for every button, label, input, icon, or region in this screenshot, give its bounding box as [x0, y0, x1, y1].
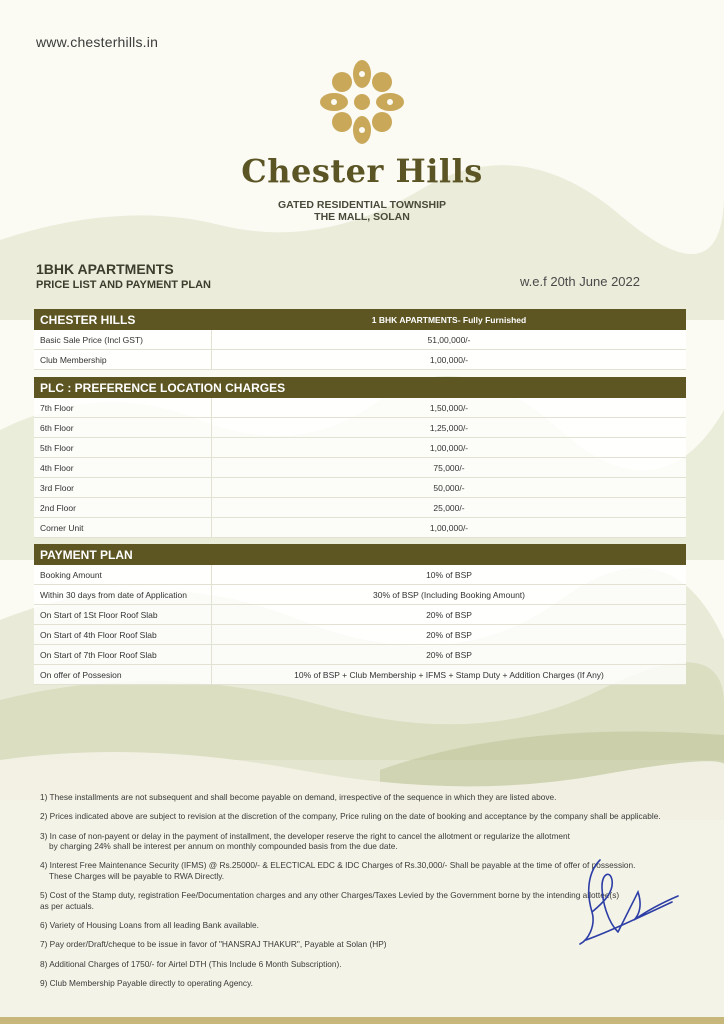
brand-location: THE MALL, SOLAN [314, 211, 410, 223]
note-text-continued: as per actuals. [40, 900, 94, 911]
payment-plan-table [34, 544, 686, 685]
row-value: 10% of BSP + Club Membership + IFMS + Stamp Duty + Addition Charges (If Any) [294, 669, 604, 680]
table-row [34, 330, 686, 350]
row-label: On offer of Possesion [34, 665, 212, 684]
note-item [40, 978, 720, 988]
row-label: 6th Floor [34, 418, 212, 437]
note-item [40, 959, 720, 969]
table-row [34, 418, 686, 438]
note-item [40, 831, 720, 852]
row-label: Within 30 days from date of Application [34, 585, 212, 604]
row-value: 20% of BSP [426, 649, 472, 660]
row-label: 4th Floor [34, 458, 212, 477]
row-label: 2nd Floor [34, 498, 212, 517]
note-text: 1) These installments are not subsequent and shall become payable on demand, irrespective of the sequence in which they are listed above. [40, 792, 557, 802]
table-row [34, 438, 686, 458]
section-header-plc [34, 377, 686, 398]
row-label: On Start of 4th Floor Roof Slab [34, 625, 212, 644]
page-title: 1BHK APARTMENTS [36, 261, 174, 277]
note-text: 8) Additional Charges of 1750/- for Airtel DTH (This Include 6 Month Subscription). [40, 958, 342, 969]
section-header-payment [34, 544, 686, 565]
chester-hills-logo-icon [312, 52, 412, 152]
section-header-chester [34, 309, 686, 330]
signature-icon [568, 852, 688, 952]
column-header: 1 BHK APARTMENTS- Fully Furnished [371, 314, 527, 325]
note-text: 4) Interest Free Maintenance Security (IFMS) @ Rs.25000/- & ELECTICAL EDC & IDC Charges of Rs.30,000/- Shall be payable at the time of offer of possession. [40, 860, 636, 871]
table-row [34, 518, 686, 538]
note-text: 3) In case of non-payent or delay in the payment of installment, the developer reserve the right to cancel the allotment or regularize the allotment [40, 830, 570, 841]
row-label: On Start of 7th Floor Roof Slab [34, 645, 212, 664]
note-item [40, 811, 720, 821]
effective-date: w.e.f 20th June 2022 [520, 274, 640, 289]
note-text: 9) Club Membership Payable directly to operating Agency. [40, 977, 253, 988]
row-value: 50,000/- [433, 482, 465, 493]
row-value: 10% of BSP [426, 569, 472, 580]
row-label: Corner Unit [34, 518, 212, 537]
row-label: Basic Sale Price (Incl GST) [34, 330, 212, 349]
plc-table [34, 377, 686, 538]
price-table [34, 309, 686, 370]
note-text-continued: by charging 24% shall be interest per annum on monthly compounded basis from the due date. [49, 841, 398, 852]
row-value: 1,00,000/- [429, 522, 469, 533]
row-value: 25,000/- [433, 502, 465, 513]
row-value: 1,00,000/- [429, 442, 469, 453]
table-row [34, 665, 686, 685]
website-url: www.chesterhills.in [36, 34, 159, 50]
table-row [34, 478, 686, 498]
row-label: On Start of 1St Floor Roof Slab [34, 605, 212, 624]
row-label: 3rd Floor [34, 478, 212, 497]
table-row [34, 645, 686, 665]
note-text: 6) Variety of Housing Loans from all leading Bank available. [40, 919, 259, 930]
note-text: 5) Cost of the Stamp duty, registration Fee/Documentation charges and any other Charges/Taxes Levied by the Government borne by the intending allottee(s) [40, 890, 620, 901]
row-value: 1,00,000/- [429, 354, 469, 365]
row-label: Club Membership [34, 350, 212, 369]
row-value: 1,25,000/- [429, 422, 469, 433]
table-row [34, 605, 686, 625]
row-value: 20% of BSP [426, 609, 472, 620]
table-row [34, 498, 686, 518]
table-row [34, 350, 686, 370]
row-value: 51,00,000/- [427, 334, 471, 345]
note-item [40, 792, 720, 802]
table-row [34, 565, 686, 585]
row-label: Booking Amount [34, 565, 212, 584]
note-text: 2) Prices indicated above are subject to revision at the discretion of the company, Price ruling on the date of booking and acceptance by the company shall be applicable. [40, 811, 661, 822]
row-value: 75,000/- [433, 462, 465, 473]
brand-name: Chester Hills [241, 152, 483, 190]
section-title: PAYMENT PLAN [40, 547, 133, 562]
table-row [34, 625, 686, 645]
row-value: 1,50,000/- [429, 402, 469, 413]
note-text-continued: These Charges will be payable to RWA Directly. [49, 870, 225, 881]
row-label: 7th Floor [34, 398, 212, 417]
note-text: 7) Pay order/Draft/cheque to be issue in favor of "HANSRAJ THAKUR", Payable at Solan (HP) [40, 939, 387, 950]
row-value: 20% of BSP [426, 629, 472, 640]
section-title: CHESTER HILLS [40, 312, 136, 327]
table-row [34, 585, 686, 605]
footer-bar [0, 1017, 724, 1024]
row-value: 30% of BSP (Including Booking Amount) [373, 589, 525, 600]
table-row [34, 398, 686, 418]
page-subtitle: PRICE LIST AND PAYMENT PLAN [36, 279, 211, 291]
brand-tagline: GATED RESIDENTIAL TOWNSHIP [277, 199, 446, 211]
row-label: 5th Floor [34, 438, 212, 457]
table-row [34, 458, 686, 478]
section-title: PLC : PREFERENCE LOCATION CHARGES [40, 380, 286, 395]
